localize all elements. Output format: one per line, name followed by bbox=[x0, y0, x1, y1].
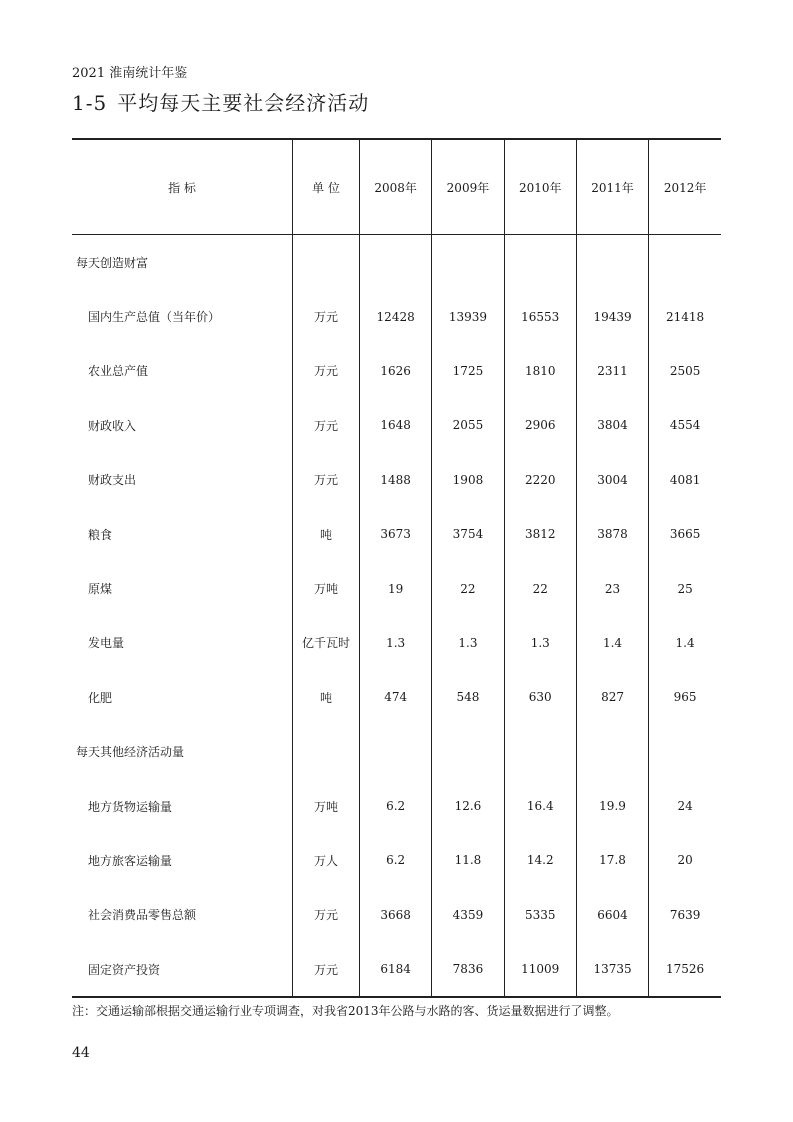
row-value: 1648 bbox=[360, 398, 432, 452]
row-value: 16553 bbox=[504, 289, 576, 343]
row-value: 17526 bbox=[649, 942, 721, 997]
row-label: 固定资产投资 bbox=[88, 962, 161, 977]
row-value: 4554 bbox=[649, 398, 721, 452]
row-value: 1.3 bbox=[432, 616, 504, 670]
row-value: 25 bbox=[649, 561, 721, 615]
row-value bbox=[504, 725, 576, 779]
statistics-table bbox=[72, 138, 721, 998]
row-label: 粮食 bbox=[88, 527, 113, 542]
row-value: 3878 bbox=[576, 507, 648, 561]
row-unit: 万吨 bbox=[293, 561, 360, 615]
header-year: 2010年 bbox=[504, 139, 576, 235]
table-row bbox=[72, 833, 721, 887]
row-value: 13735 bbox=[576, 942, 648, 997]
yearbook-header: 2021 淮南统计年鉴 bbox=[72, 66, 188, 81]
row-label: 国内生产总值（当年价） bbox=[88, 310, 221, 325]
row-value: 2311 bbox=[576, 344, 648, 398]
table-row bbox=[72, 561, 721, 615]
row-label: 社会消费品零售总额 bbox=[88, 908, 197, 923]
row-value bbox=[649, 235, 721, 290]
row-value: 474 bbox=[360, 670, 432, 724]
row-value: 1810 bbox=[504, 344, 576, 398]
row-value: 7836 bbox=[432, 942, 504, 997]
row-value: 3812 bbox=[504, 507, 576, 561]
header-unit: 单 位 bbox=[293, 139, 360, 235]
table-row bbox=[72, 289, 721, 343]
row-unit: 万元 bbox=[293, 344, 360, 398]
row-value: 3804 bbox=[576, 398, 648, 452]
header-year: 2011年 bbox=[576, 139, 648, 235]
row-value: 16.4 bbox=[504, 779, 576, 833]
row-value bbox=[432, 235, 504, 290]
row-value: 3004 bbox=[576, 453, 648, 507]
row-unit: 万元 bbox=[293, 888, 360, 942]
section-row bbox=[72, 235, 721, 290]
table-title: 平均每天主要社会经济活动 bbox=[117, 91, 370, 115]
row-value: 548 bbox=[432, 670, 504, 724]
row-value: 14.2 bbox=[504, 833, 576, 887]
row-value: 3673 bbox=[360, 507, 432, 561]
row-value: 1.4 bbox=[649, 616, 721, 670]
row-value: 17.8 bbox=[576, 833, 648, 887]
row-unit bbox=[293, 235, 360, 290]
row-label: 发电量 bbox=[88, 636, 125, 651]
table-body bbox=[72, 235, 721, 998]
row-value: 19.9 bbox=[576, 779, 648, 833]
row-value bbox=[432, 725, 504, 779]
header-year: 2012年 bbox=[649, 139, 721, 235]
row-value: 20 bbox=[649, 833, 721, 887]
table-row bbox=[72, 344, 721, 398]
row-value bbox=[576, 725, 648, 779]
row-value bbox=[649, 725, 721, 779]
row-value: 1626 bbox=[360, 344, 432, 398]
table-row bbox=[72, 507, 721, 561]
row-unit: 万元 bbox=[293, 398, 360, 452]
table-row bbox=[72, 398, 721, 452]
row-unit: 吨 bbox=[293, 670, 360, 724]
table-row bbox=[72, 888, 721, 942]
table-row bbox=[72, 942, 721, 997]
row-value: 6184 bbox=[360, 942, 432, 997]
row-value: 2220 bbox=[504, 453, 576, 507]
table-row bbox=[72, 453, 721, 507]
header-indicator: 指 标 bbox=[72, 139, 293, 235]
row-value: 827 bbox=[576, 670, 648, 724]
row-value: 2906 bbox=[504, 398, 576, 452]
row-label: 每天创造财富 bbox=[76, 255, 149, 270]
row-value: 22 bbox=[432, 561, 504, 615]
row-value: 1.3 bbox=[360, 616, 432, 670]
row-value: 3668 bbox=[360, 888, 432, 942]
row-unit: 万吨 bbox=[293, 779, 360, 833]
row-value: 12428 bbox=[360, 289, 432, 343]
row-value: 5335 bbox=[504, 888, 576, 942]
row-value: 4359 bbox=[432, 888, 504, 942]
row-value: 2055 bbox=[432, 398, 504, 452]
row-unit bbox=[293, 725, 360, 779]
row-value: 1908 bbox=[432, 453, 504, 507]
row-label: 地方旅客运输量 bbox=[88, 853, 173, 868]
row-value: 6.2 bbox=[360, 779, 432, 833]
row-value: 24 bbox=[649, 779, 721, 833]
row-value: 19 bbox=[360, 561, 432, 615]
row-label: 财政收入 bbox=[88, 418, 137, 433]
footnote: 注：交通运输部根据交通运输行业专项调查，对我省2013年公路与水路的客、货运量数据进行了调整。 bbox=[72, 1004, 619, 1018]
row-value: 7639 bbox=[649, 888, 721, 942]
header-year: 2008年 bbox=[360, 139, 432, 235]
row-label: 财政支出 bbox=[88, 473, 137, 488]
row-value bbox=[360, 235, 432, 290]
row-unit: 万人 bbox=[293, 833, 360, 887]
row-unit: 万元 bbox=[293, 942, 360, 997]
row-unit: 吨 bbox=[293, 507, 360, 561]
row-value: 965 bbox=[649, 670, 721, 724]
row-value: 3754 bbox=[432, 507, 504, 561]
row-label: 化肥 bbox=[88, 690, 113, 705]
table-number: 1-5 bbox=[72, 91, 108, 115]
row-value: 4081 bbox=[649, 453, 721, 507]
row-value bbox=[504, 235, 576, 290]
row-value: 19439 bbox=[576, 289, 648, 343]
row-label: 地方货物运输量 bbox=[88, 799, 173, 814]
row-value: 23 bbox=[576, 561, 648, 615]
row-value: 13939 bbox=[432, 289, 504, 343]
row-value: 1725 bbox=[432, 344, 504, 398]
table-header-row bbox=[72, 139, 721, 235]
row-value: 630 bbox=[504, 670, 576, 724]
row-value: 3665 bbox=[649, 507, 721, 561]
row-unit: 万元 bbox=[293, 289, 360, 343]
row-value: 12.6 bbox=[432, 779, 504, 833]
header-year: 2009年 bbox=[432, 139, 504, 235]
table-row bbox=[72, 779, 721, 833]
row-value bbox=[576, 235, 648, 290]
row-unit: 亿千瓦时 bbox=[293, 616, 360, 670]
row-value: 1488 bbox=[360, 453, 432, 507]
row-value: 1.4 bbox=[576, 616, 648, 670]
page-title bbox=[72, 87, 369, 116]
row-value: 6604 bbox=[576, 888, 648, 942]
row-value: 1.3 bbox=[504, 616, 576, 670]
row-value: 21418 bbox=[649, 289, 721, 343]
table-row bbox=[72, 616, 721, 670]
row-value: 2505 bbox=[649, 344, 721, 398]
row-value bbox=[360, 725, 432, 779]
row-value: 11009 bbox=[504, 942, 576, 997]
row-label: 农业总产值 bbox=[88, 364, 149, 379]
row-value: 22 bbox=[504, 561, 576, 615]
row-value: 11.8 bbox=[432, 833, 504, 887]
row-unit: 万元 bbox=[293, 453, 360, 507]
row-value: 6.2 bbox=[360, 833, 432, 887]
section-row bbox=[72, 725, 721, 779]
table-row bbox=[72, 670, 721, 724]
page-number: 44 bbox=[72, 1045, 90, 1061]
row-label: 原煤 bbox=[88, 582, 113, 597]
row-label: 每天其他经济活动量 bbox=[76, 745, 185, 760]
